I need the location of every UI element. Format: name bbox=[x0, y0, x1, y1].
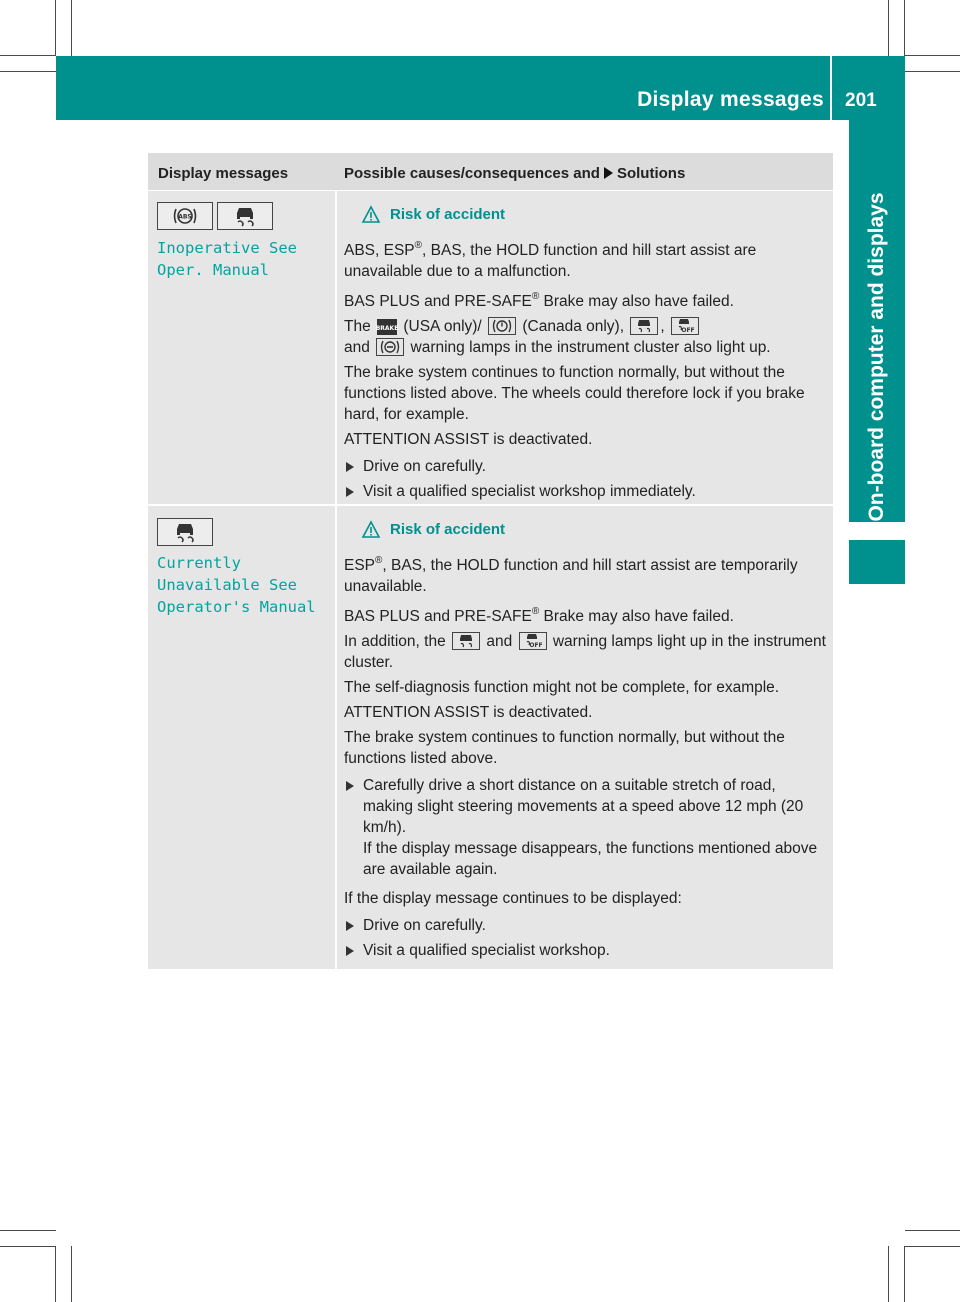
list-item: Drive on carefully. bbox=[344, 915, 828, 936]
paragraph: The brake system continues to function normally, but without the functions listed above. The wheels could therefore lock if you brake hard, for example. bbox=[344, 364, 805, 423]
table-row bbox=[148, 191, 833, 504]
bullet-arrow-icon bbox=[346, 487, 354, 497]
col2-header: Possible causes/consequences and Solutions bbox=[344, 165, 686, 182]
header-separator bbox=[830, 56, 832, 120]
message-icons bbox=[157, 518, 213, 546]
brake-warning-icon bbox=[377, 319, 397, 335]
list-item: Visit a qualified specialist workshop. bbox=[344, 940, 828, 961]
abs-warning-icon bbox=[376, 338, 404, 356]
bullet-arrow-icon bbox=[346, 462, 354, 472]
table-header bbox=[148, 153, 833, 190]
crop-mark bbox=[888, 1246, 889, 1302]
crop-mark bbox=[905, 71, 960, 72]
paragraph: If the display message continues to be displayed: bbox=[344, 890, 682, 907]
esp-skid-icon bbox=[217, 202, 273, 230]
esp-skid-icon bbox=[630, 317, 658, 335]
bullet-arrow-icon bbox=[346, 781, 354, 791]
paragraph: ABS, ESP®, BAS, the HOLD function and hill start assist are unavailable due to a malfunction. bbox=[344, 240, 757, 280]
col1-header: Display messages bbox=[158, 165, 289, 182]
warning-triangle-icon bbox=[362, 206, 380, 223]
bullet-arrow-icon bbox=[346, 946, 354, 956]
risk-warning: Risk of accident bbox=[344, 204, 828, 225]
display-message-text: Inoperative See Oper. Manual bbox=[157, 239, 297, 279]
crop-mark bbox=[0, 55, 56, 56]
svg-text:OFF: OFF bbox=[681, 327, 695, 334]
svg-text:ABS: ABS bbox=[178, 213, 192, 221]
chapter-title: On-board computer and displays bbox=[865, 192, 888, 522]
svg-text:BRAKE: BRAKE bbox=[375, 325, 399, 332]
brake-circle-icon bbox=[488, 317, 516, 335]
list-item: Visit a qualified specialist workshop immediately. bbox=[344, 481, 828, 502]
warning-triangle-icon bbox=[362, 521, 380, 538]
crop-mark bbox=[0, 71, 56, 72]
solution-cell bbox=[344, 204, 828, 506]
crop-mark bbox=[904, 1246, 905, 1302]
crop-mark bbox=[904, 0, 905, 56]
solution-cell bbox=[344, 519, 828, 965]
esp-off-icon bbox=[519, 632, 547, 650]
paragraph: ESP®, BAS, the HOLD function and hill start assist are temporarily unavailable. bbox=[344, 555, 798, 595]
display-messages-table bbox=[148, 153, 833, 969]
paragraph: In addition, the and OFF warning lamps light up in the instrument cluster. bbox=[344, 633, 826, 671]
risk-warning: Risk of accident bbox=[344, 519, 828, 540]
paragraph: BAS PLUS and PRE-SAFE® Brake may also have failed. bbox=[344, 606, 734, 625]
crop-mark bbox=[55, 1246, 56, 1302]
crop-mark bbox=[0, 1246, 56, 1247]
crop-mark bbox=[888, 0, 889, 56]
paragraph: The brake system continues to function normally, but without the functions listed above. bbox=[344, 729, 785, 767]
paragraph: The self-diagnosis function might not be complete, for example. bbox=[344, 679, 780, 696]
crop-mark bbox=[55, 0, 56, 56]
page-number: 201 bbox=[845, 90, 877, 111]
abs-warning-icon bbox=[157, 202, 213, 230]
table-row bbox=[148, 506, 833, 969]
message-icons bbox=[157, 202, 273, 230]
list-item: Drive on carefully. bbox=[344, 456, 828, 477]
bullet-arrow-icon bbox=[346, 921, 354, 931]
section-title: Display messages bbox=[637, 88, 824, 111]
paragraph: BAS PLUS and PRE-SAFE® Brake may also have failed. bbox=[344, 291, 734, 310]
crop-mark bbox=[71, 0, 72, 56]
crop-mark bbox=[0, 1230, 56, 1231]
display-message-text: Currently Unavailable See Operator's Manual bbox=[157, 554, 316, 616]
esp-skid-icon bbox=[452, 632, 480, 650]
chapter-tab-marker bbox=[849, 540, 905, 584]
svg-text:OFF: OFF bbox=[528, 642, 543, 649]
column-divider bbox=[335, 191, 337, 504]
paragraph: The BRAKE (USA only)/ (Canada only), , OFF and warning lamps in the instrument cluster also light up. bbox=[344, 318, 771, 356]
esp-skid-icon bbox=[157, 518, 213, 546]
paragraph: ATTENTION ASSIST is deactivated. bbox=[344, 431, 593, 448]
list-item: Carefully drive a short distance on a suitable stretch of road, making slight steering movements at a speed above 12 mph (20 km/h). If the display message disappears, the functions mentioned above are available again. bbox=[344, 775, 828, 880]
crop-mark bbox=[71, 1246, 72, 1302]
crop-mark bbox=[905, 1246, 960, 1247]
column-divider bbox=[335, 506, 337, 969]
esp-off-icon bbox=[671, 317, 699, 335]
paragraph: ATTENTION ASSIST is deactivated. bbox=[344, 704, 593, 721]
crop-mark bbox=[905, 55, 960, 56]
arrow-right-icon bbox=[604, 167, 613, 179]
crop-mark bbox=[905, 1230, 960, 1231]
